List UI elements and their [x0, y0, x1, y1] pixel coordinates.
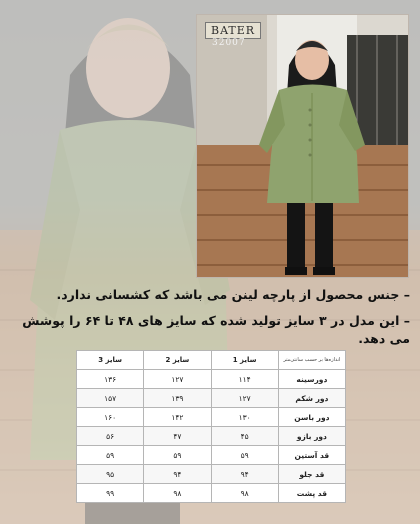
table-cell: ۹۵: [77, 465, 144, 484]
corner-header: اندازه‌ها بر حسب سانتی‌متر: [278, 351, 345, 370]
row-label: دور بازو: [278, 427, 345, 446]
table-row: [77, 389, 346, 408]
row-label: دورسینه: [278, 370, 345, 389]
column-header: سایز 1: [211, 351, 278, 370]
table-cell: ۱۵۷: [77, 389, 144, 408]
model-illustration: [197, 15, 408, 277]
table-cell: ۹۸: [211, 484, 278, 503]
table-cell: ۱۳۰: [211, 408, 278, 427]
table-cell: ۹۴: [144, 465, 211, 484]
table-cell: ۱۳۹: [144, 389, 211, 408]
row-label: قد آستین: [278, 446, 345, 465]
product-photo: [196, 14, 409, 278]
table-cell: ۹۴: [211, 465, 278, 484]
table-cell: ۱۳۶: [77, 370, 144, 389]
table-row: [77, 484, 346, 503]
table-cell: ۱۱۴: [211, 370, 278, 389]
table-row: [77, 408, 346, 427]
row-label: دور باسن: [278, 408, 345, 427]
table-cell: ۹۸: [144, 484, 211, 503]
brand-label: BATER: [205, 22, 261, 39]
table-cell: ۱۶۰: [77, 408, 144, 427]
size-table: [76, 350, 346, 503]
row-label: قد پشت: [278, 484, 345, 503]
table-row: [77, 427, 346, 446]
row-label: قد جلو: [278, 465, 345, 484]
table-cell: ۵۶: [77, 427, 144, 446]
table-cell: ۴۷: [144, 427, 211, 446]
column-header: سایز 3: [77, 351, 144, 370]
table-row: [77, 370, 346, 389]
table-cell: ۴۵: [211, 427, 278, 446]
table-cell: ۱۲۷: [211, 389, 278, 408]
table-cell: ۱۴۲: [144, 408, 211, 427]
table-row: [77, 446, 346, 465]
description-line-1: – جنس محصول از پارچه لینن می باشد که کشسانی ندارد.: [56, 287, 410, 302]
row-label: دور شکم: [278, 389, 345, 408]
column-header: سایز 2: [144, 351, 211, 370]
model-code: 32007: [212, 38, 246, 48]
table-cell: ۱۲۷: [144, 370, 211, 389]
size-table-container: [76, 350, 346, 503]
table-cell: ۹۹: [77, 484, 144, 503]
description-line-2: – این مدل در ۳ سایز تولید شده که سایز های ۴۸ تا ۶۴ را پوشش می دهد.: [22, 313, 410, 346]
table-cell: ۵۹: [144, 446, 211, 465]
table-cell: ۵۹: [77, 446, 144, 465]
table-row: [77, 465, 346, 484]
table-cell: ۵۹: [211, 446, 278, 465]
size-table-header: [77, 351, 346, 370]
